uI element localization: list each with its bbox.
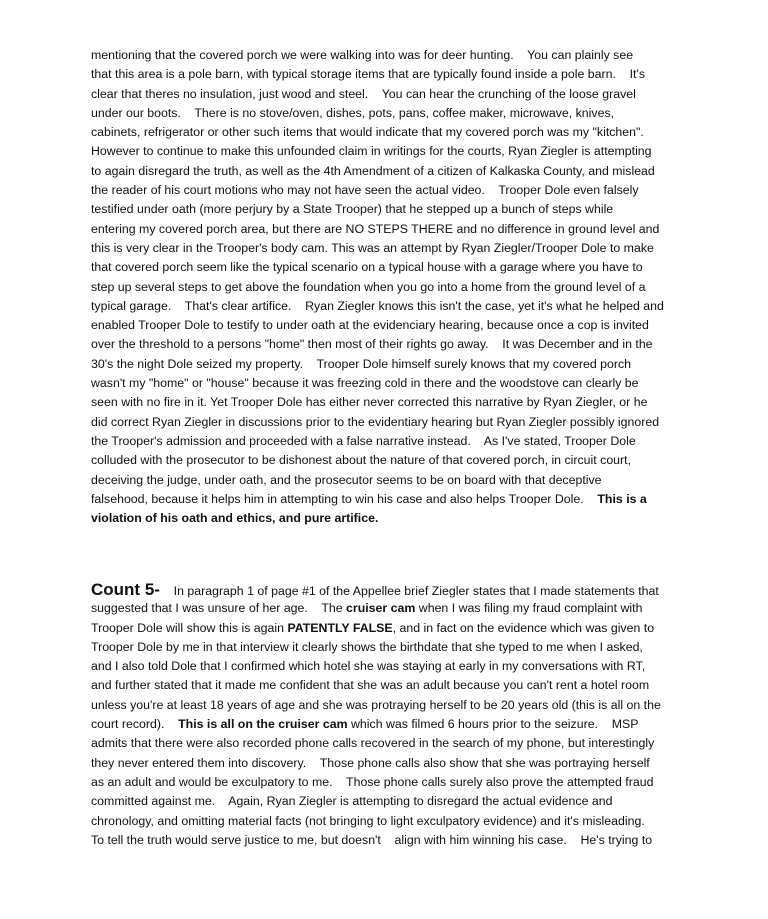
text-line	[91, 638, 691, 657]
text-line	[91, 413, 691, 432]
text-line	[91, 580, 691, 599]
text-segment: To tell the truth would serve justice to me, but doesn't align with him winning his case. He's trying to	[91, 832, 653, 847]
text-segment: unless you're at least 18 years of age and she was protraying herself to be 20 years old (this is all on the	[91, 697, 661, 712]
text-line	[91, 278, 691, 297]
text-line	[91, 432, 691, 451]
text-segment: they never entered them into discovery. Those phone calls also show that she was portraying herself	[91, 755, 650, 770]
text-segment: the Trooper's admission and proceeded with a false narrative instead. As I've stated, Trooper Dole	[91, 433, 636, 448]
text-segment: 30's the night Dole seized my property. Trooper Dole himself surely knows that my covered porch	[91, 356, 632, 371]
text-segment: wasn't my "home" or "house" because it was freezing cold in there and the woodstove can clearly be	[91, 376, 639, 391]
text-line	[91, 123, 691, 142]
text-line	[91, 104, 691, 123]
text-line	[91, 258, 691, 277]
text-line	[91, 490, 691, 509]
text-line	[91, 831, 691, 850]
text-line	[91, 65, 691, 84]
text-segment: this is very clear in the Trooper's body cam. This was an attempt by Ryan Ziegler/Trooper Dole to make	[91, 240, 654, 255]
text-line	[91, 657, 691, 676]
text-segment: over the threshold to a persons "home" then most of their rights go away. It was December and in the	[91, 337, 653, 352]
text-line	[91, 335, 691, 354]
text-line	[91, 85, 691, 104]
text-line	[91, 715, 691, 734]
text-line	[91, 393, 691, 412]
text-line	[91, 734, 691, 753]
text-segment: cabinets, refrigerator or other such items that would indicate that my covered porch was my "kitchen".	[91, 125, 644, 140]
text-segment: committed against me. Again, Ryan Ziegler is attempting to disregard the actual evidence and	[91, 794, 613, 809]
text-line	[91, 239, 691, 258]
text-segment: under our boots. There is no stove/oven, dishes, pots, pans, coffee maker, microwave, knives,	[91, 105, 615, 120]
text-segment: that this area is a pole barn, with typical storage items that are typically found inside a pole barn. It's	[91, 67, 646, 82]
text-line	[91, 599, 691, 618]
text-segment: , and in fact on the evidence which was given to	[392, 620, 655, 635]
text-segment: and further stated that it made me confident that she was an adult because you can't rent a hotel room	[91, 678, 650, 693]
bold-text: violation of his oath and ethics, and pure artifice.	[91, 511, 379, 526]
text-line	[91, 619, 691, 638]
text-segment: when I was filing my fraud complaint with	[415, 601, 643, 616]
text-line	[91, 773, 691, 792]
text-line	[91, 676, 691, 695]
text-segment: admits that there were also recorded phone calls recovered in the search of my phone, but interestingly	[91, 736, 655, 751]
text-segment: and I also told Dole that I confirmed which hotel she was staying at early in my conversations with RT,	[91, 659, 646, 674]
text-segment: In paragraph 1 of page #1 of the Appellee brief Ziegler states that I made statements that	[159, 584, 659, 598]
text-segment: colluded with the prosecutor to be dishonest about the nature of that covered porch, in circuit court,	[91, 453, 632, 468]
text-line	[91, 200, 691, 219]
text-line	[91, 696, 691, 715]
text-segment: clear that theres no insulation, just wood and steel. You can hear the crunching of the loose gravel	[91, 86, 636, 101]
bold-text: This is a	[597, 491, 647, 506]
text-segment: falsehood, because it helps him in attempting to win his case and also helps Trooper Dole.	[91, 491, 598, 506]
text-segment: mentioning that the covered porch we were walking into was for deer hunting. You can plainly see	[91, 48, 634, 62]
bold-text: PATENTLY FALSE	[287, 620, 393, 635]
text-line	[91, 471, 691, 490]
text-segment: did correct Ryan Ziegler in discussions prior to the evidentiary hearing but Ryan Ziegler possibly ignored	[91, 414, 660, 429]
text-line	[91, 297, 691, 316]
text-line	[91, 812, 691, 831]
text-segment: enabled Trooper Dole to testify to under oath at the evidenciary hearing, because once a cop is invited	[91, 318, 649, 333]
text-line	[91, 355, 691, 374]
text-line	[91, 792, 691, 811]
text-segment: to again disregard the truth, as well as the 4th Amendment of a citizen of Kalkaska County, and mislead	[91, 163, 655, 178]
text-segment: which was filmed 6 hours prior to the seizure. MSP	[347, 717, 639, 732]
text-line	[91, 754, 691, 773]
text-segment: typical garage. That's clear artifice. Ryan Ziegler knows this isn't the case, yet it's what he helped and	[91, 298, 664, 313]
text-segment: that covered porch seem like the typical scenario on a typical house with a garage where you have to	[91, 260, 643, 275]
text-segment: Trooper Dole will show this is again	[91, 620, 288, 635]
text-segment: chronology, and omitting material facts (not bringing to light exculpatory evidence) and it's misleading.	[91, 813, 645, 828]
text-line	[91, 162, 691, 181]
text-line	[91, 509, 691, 528]
text-segment: deceiving the judge, under oath, and the prosecutor seems to be on board with that deceptive	[91, 472, 602, 487]
text-segment: the reader of his court motions who may not have seen the actual video. Trooper Dole even falsely	[91, 183, 639, 198]
text-line	[91, 142, 691, 161]
text-line	[91, 220, 691, 239]
bold-text: cruiser cam	[346, 601, 416, 616]
text-line	[91, 46, 691, 65]
text-segment: entering my covered porch area, but there are NO STEPS THERE and no difference in ground level and	[91, 221, 660, 236]
text-segment: testified under oath (more perjury by a State Trooper) that he stepped up a bunch of steps while	[91, 202, 614, 217]
text-line	[91, 374, 691, 393]
count-heading: Count 5-	[91, 580, 160, 599]
paragraph-porch-artifice	[91, 46, 691, 528]
text-line	[91, 181, 691, 200]
text-segment: However to continue to make this unfounded claim in writings for the courts, Ryan Ziegler is attempting	[91, 144, 652, 159]
text-segment: court record).	[91, 717, 179, 732]
text-segment: as an adult and would be exculpatory to me. Those phone calls surely also prove the attempted fraud	[91, 774, 654, 789]
text-segment: step up several steps to get above the foundation when you go into a home from the ground level of a	[91, 279, 646, 294]
paragraph-count-5	[91, 580, 691, 850]
text-segment: Trooper Dole by me in that interview it clearly shows the birthdate that she typed to me when I asked,	[91, 639, 643, 654]
bold-text: This is all on the cruiser cam	[178, 717, 348, 732]
text-line	[91, 451, 691, 470]
text-segment: suggested that I was unsure of her age. The	[91, 601, 347, 616]
text-line	[91, 316, 691, 335]
text-segment: seen with no fire in it. Yet Trooper Dole has either never corrected this narrative by Ryan Ziegler, or he	[91, 395, 648, 410]
